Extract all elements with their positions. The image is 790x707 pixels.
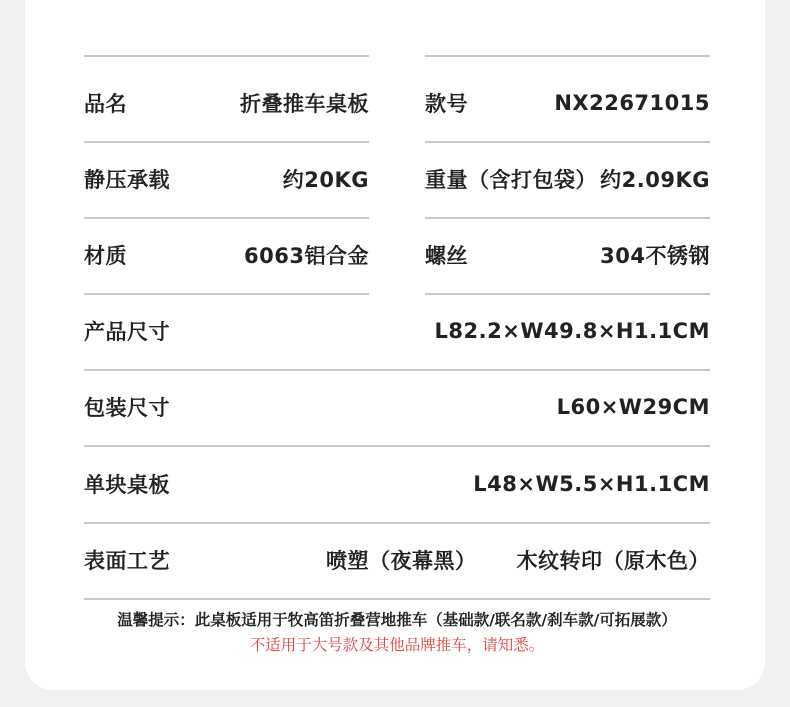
- spec-value: 6063铝合金: [244, 244, 369, 268]
- spec-label: 表面工艺: [84, 549, 170, 573]
- spec-row-weight: [425, 141, 710, 219]
- compatibility-notice: 温馨提示：此桌板适用于牧高笛折叠营地推车（基础款/联名款/刹车款/可拓展款）: [117, 611, 677, 629]
- finish-option-wood: 木纹转印（原木色）: [516, 549, 710, 573]
- spec-row-material: [84, 217, 369, 295]
- spec-value: NX22671015: [554, 91, 710, 115]
- incompatibility-warning: 不适用于大号款及其他品牌推车，请知悉。: [249, 636, 545, 654]
- spec-value: L60×W29CM: [556, 395, 710, 419]
- spec-label: 款号: [425, 92, 468, 116]
- spec-value: 约2.09KG: [600, 168, 710, 192]
- spec-row-product-name: [84, 65, 369, 143]
- spec-label: 包装尺寸: [84, 396, 170, 420]
- divider: [425, 55, 710, 57]
- spec-row-static-load: [84, 141, 369, 219]
- spec-value: 304不锈钢: [600, 244, 710, 268]
- spec-row-single-board: [84, 446, 710, 524]
- spec-label: 静压承载: [84, 168, 170, 192]
- spec-value: L48×W5.5×H1.1CM: [473, 472, 710, 496]
- spec-label: 品名: [84, 92, 127, 116]
- spec-value: 折叠推车桌板: [240, 92, 369, 116]
- spec-row-screws: [425, 217, 710, 295]
- spec-row-product-size: [84, 293, 710, 371]
- spec-row-surface-finish: [84, 522, 710, 600]
- spec-row-model-number: [425, 65, 710, 143]
- spec-label: 单块桌板: [84, 473, 170, 497]
- spec-value: 约20KG: [282, 168, 369, 192]
- spec-label: 螺丝: [425, 244, 468, 268]
- divider: [84, 55, 369, 57]
- spec-label: 产品尺寸: [84, 320, 170, 344]
- spec-label: 重量（含打包袋）: [425, 168, 597, 192]
- spec-label: 材质: [84, 244, 127, 268]
- finish-values: [326, 545, 710, 575]
- spec-row-package-size: [84, 369, 710, 447]
- spec-value: L82.2×W49.8×H1.1CM: [434, 319, 710, 343]
- finish-option-black: 喷塑（夜幕黑）: [326, 549, 477, 573]
